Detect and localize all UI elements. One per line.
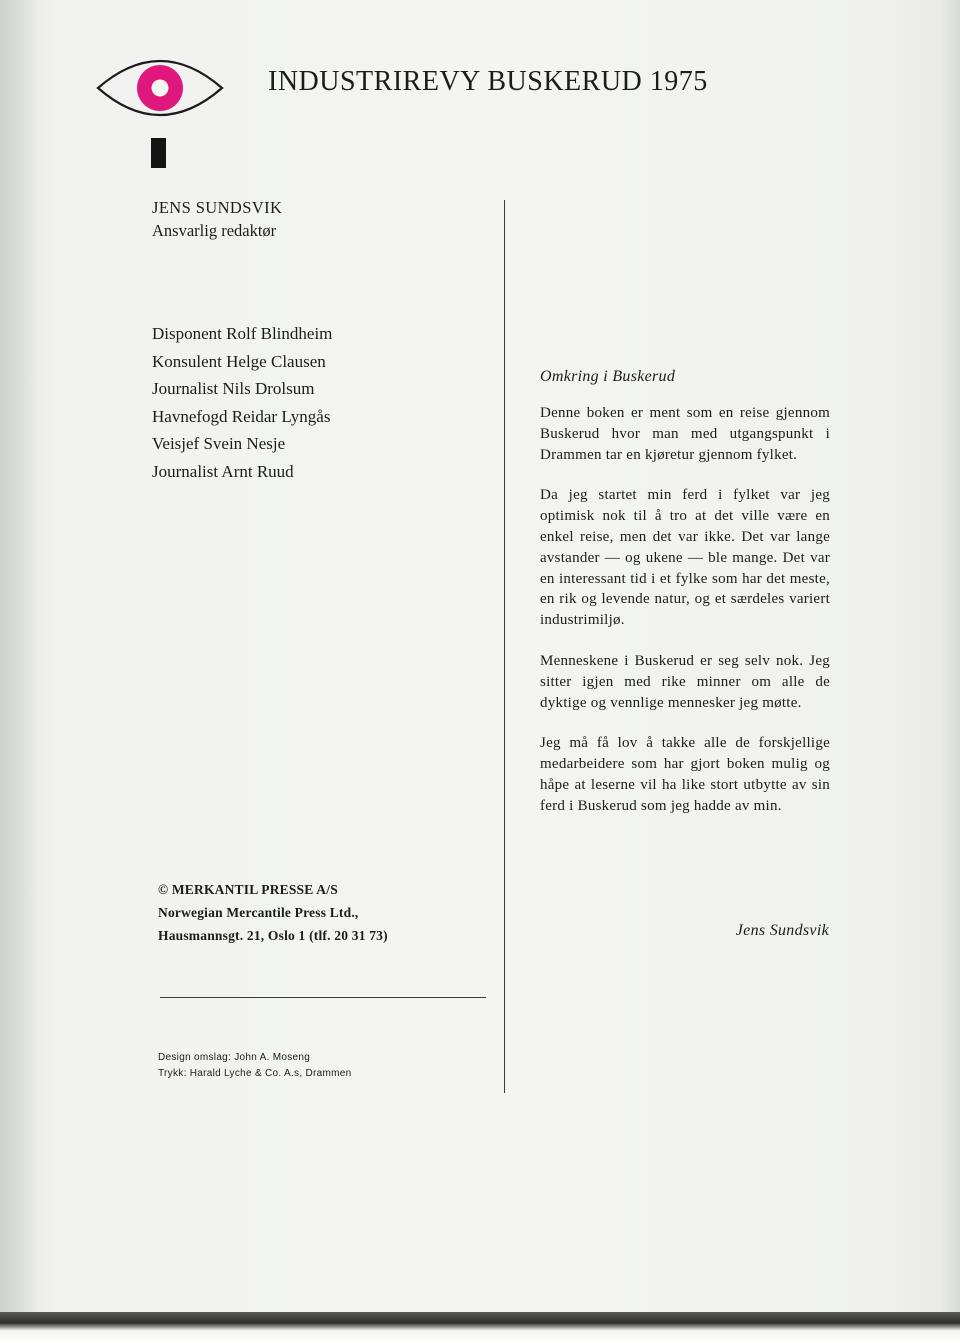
publisher-copyright: © MERKANTIL PRESSE A/S [158, 882, 338, 897]
contributor-item: Konsulent Helge Clausen [152, 351, 326, 371]
foreword-paragraph: Menneskene i Buskerud er seg selv nok. Jeg sitter igjen med rike minner om alle de dyktige og vennlige mennesker jeg møtte. [540, 652, 830, 711]
foreword [540, 368, 830, 837]
logo-letter-i [151, 138, 166, 168]
page-edge-shadow [942, 0, 960, 1312]
foreword-paragraph: Da jeg startet min ferd i fylket var jeg optimisk nok til å tro at det ville være en enkel reise, men det var ikke. Det var lange avstander — og ukene — ble mange. Det var en interessant tid i et fylke som har det meste, en rik og levende natur, og et særdeles variert industrimiljø. [540, 487, 830, 629]
binding-shadow [0, 0, 40, 1343]
eye-pupil [152, 80, 169, 97]
foreword-heading: Omkring i Buskerud [540, 368, 676, 385]
horizontal-divider [160, 997, 486, 998]
editor-role: Ansvarlig redaktør [152, 221, 277, 240]
contributor-item: Veisjef Svein Nesje [152, 434, 286, 453]
contributor-item: Disponent Rolf Blindheim [152, 324, 333, 343]
contributor-item: Havnefogd Reidar Lyngås [152, 406, 331, 426]
foreword-signature: Jens Sundsvik [735, 922, 829, 939]
publisher-address: Hausmannsgt. 21, Oslo 1 (tlf. 20 31 73) [158, 928, 388, 943]
page-bottom-edge [0, 1312, 960, 1343]
publisher-block [158, 878, 388, 947]
foreword-paragraph: Jeg må få lov å takke alle de forskjellige medarbeidere som har gjort boken mulig og håpe at leserne vil ha like stort utbytte av sin ferd i Buskerud som jeg hadde av min. [540, 735, 830, 814]
column-divider [504, 200, 505, 1093]
eye-icon [96, 48, 224, 172]
contributor-item: Journalist Arnt Ruud [152, 461, 294, 481]
page-title: INDUSTRIREVY BUSKERUD 1975 [268, 66, 708, 97]
contributor-list [152, 320, 332, 485]
editor-name: JENS SUNDSVIK [152, 198, 283, 217]
credits-block [158, 1050, 352, 1082]
contributor-item: Journalist Nils Drolsum [152, 379, 315, 398]
foreword-paragraph: Denne boken er ment som en reise gjennom Buskerud hvor man med utgangspunkt i Drammen tar en kjøretur gjennom fylket. [540, 405, 830, 463]
design-credit: Design omslag: John A. Moseng [158, 1052, 311, 1063]
publisher-english-name: Norwegian Mercantile Press Ltd., [158, 905, 359, 920]
print-credit: Trykk: Harald Lyche & Co. A.s, Drammen [158, 1068, 352, 1079]
